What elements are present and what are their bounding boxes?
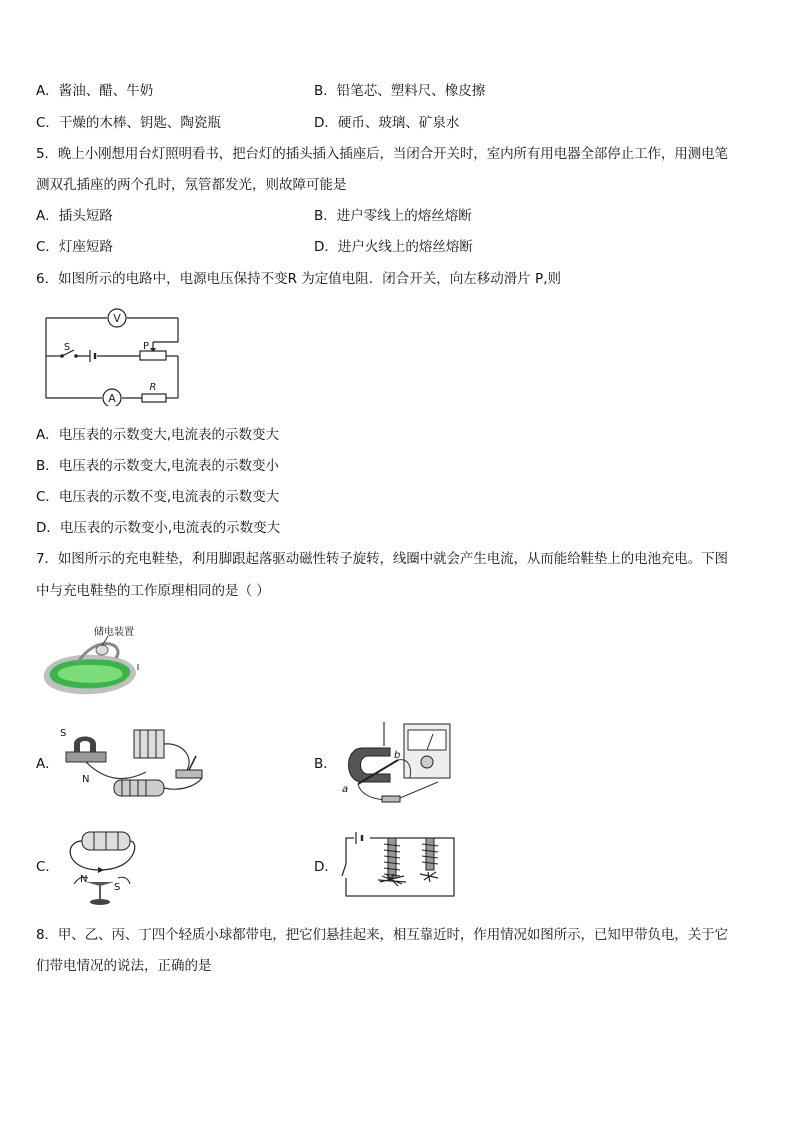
q7-figure-c (60, 826, 150, 910)
q4-option-d: D．硬币、玻璃、矿泉水 (314, 115, 460, 131)
q4-option-a: A．酱油、醋、牛奶 (36, 83, 154, 99)
charging-insole-image (38, 622, 142, 704)
fig-a-south-label: S (60, 728, 67, 739)
q7-stem-line1: 7．如图所示的充电鞋垫，利用脚跟起落驱动磁性转子旋转，线圈中就会产生电流，从而能给鞋垫上的电池充电。下图 (36, 551, 728, 567)
q5-option-a: A．插头短路 (36, 208, 113, 224)
q7-option-c: C． (36, 859, 59, 875)
q5-stem-line2: 测双孔插座的两个孔时，氖管都发光，则故障可能是 (36, 177, 347, 193)
resistor-label: R (149, 382, 157, 393)
fig-c-south-label: S (114, 882, 121, 893)
fig-a-north-label: N (82, 774, 90, 785)
fig-c-north-label: N (80, 874, 88, 885)
q5-stem-line1: 5．晚上小刚想用台灯照明看书，把台灯的插头插入插座后，当闭合开关时，室内所有用电器全部停止工作，用测电笔 (36, 146, 728, 162)
q8-stem-line2: 们带电情况的说法，正确的是 (36, 958, 212, 974)
q7-option-d: D． (314, 859, 338, 875)
insole-caption: 储电装置 (94, 627, 134, 638)
q6-option-b: B．电压表的示数变大,电流表的示数变小 (36, 458, 280, 474)
q4-option-b: B．铅笔芯、塑料尺、橡皮擦 (314, 83, 486, 99)
q7-figure-d (340, 830, 460, 900)
q5-option-c: C．灯座短路 (36, 239, 113, 255)
q4-option-c: C．干燥的木棒、钥匙、陶瓷瓶 (36, 115, 221, 131)
q7-option-b: B． (314, 756, 337, 772)
q6-stem: 6．如图所示的电路中，电源电压保持不变R 为定值电阻．闭合开关，向左移动滑片 P,则 (36, 271, 561, 287)
q6-option-d: D．电压表的示数变小,电流表的示数变大 (36, 520, 281, 536)
q7-stem-line2: 中与充电鞋垫的工作原理相同的是（ ） (36, 583, 270, 599)
q7-figure-b (338, 718, 458, 810)
voltmeter-label: V (113, 312, 121, 325)
q6-circuit-diagram (40, 306, 190, 406)
switch-label: S (63, 342, 71, 353)
q5-option-b: B．进户零线上的熔丝熔断 (314, 208, 472, 224)
q6-option-c: C．电压表的示数不变,电流表的示数变大 (36, 489, 280, 505)
q5-option-d: D．进户火线上的熔丝熔断 (314, 239, 473, 255)
q7-option-a: A． (36, 756, 59, 772)
ammeter-label: A (108, 392, 116, 405)
q6-option-a: A．电压表的示数变大,电流表的示数变大 (36, 427, 280, 443)
fig-b-label-a: a (342, 784, 349, 795)
q8-stem-line1: 8．甲、乙、丙、丁四个轻质小球都带电，把它们悬挂起来，相互靠近时，作用情况如图所示，已知甲带负电，关于它 (36, 927, 728, 943)
slider-label: P (142, 341, 150, 352)
fig-b-label-b: b (394, 750, 401, 761)
q7-figure-a (56, 722, 216, 808)
